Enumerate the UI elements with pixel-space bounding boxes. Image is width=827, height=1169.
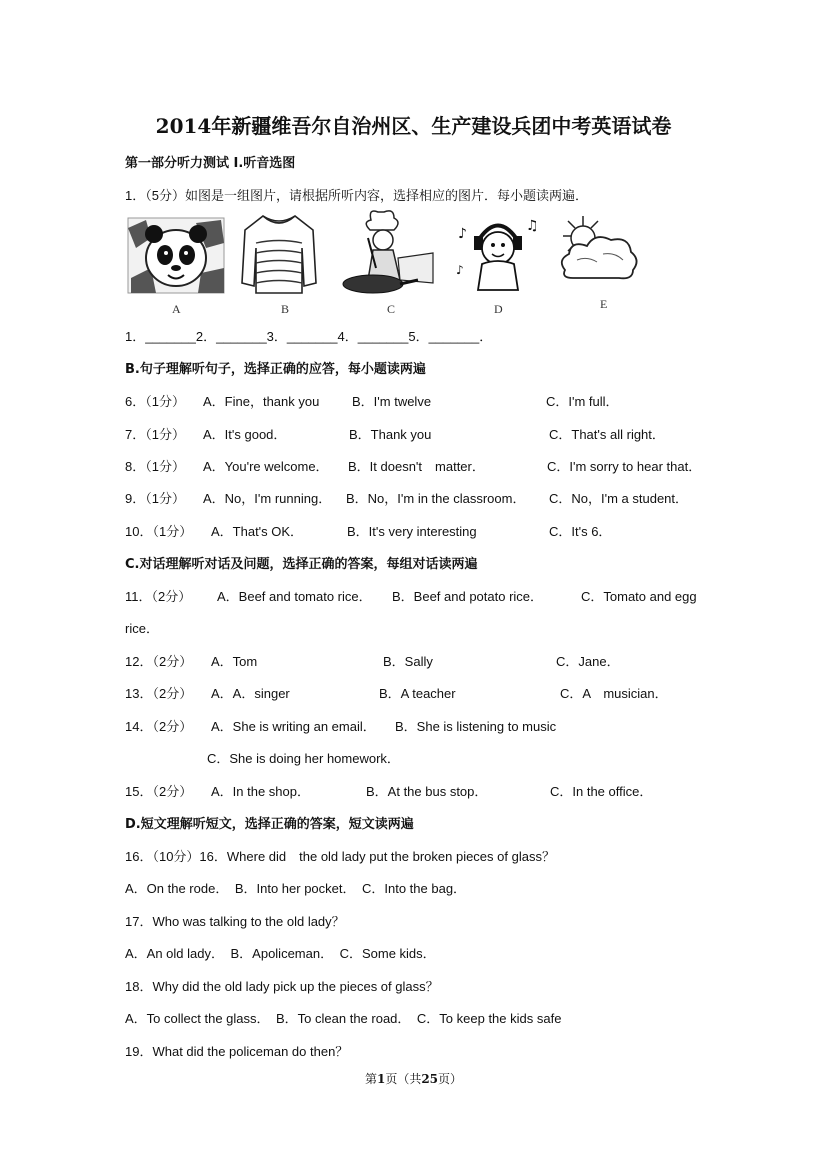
footer-middle: 页（共: [385, 1072, 422, 1086]
q7-option-c: C．That's all right．: [549, 427, 665, 442]
q15-number: 15．（2分）: [125, 784, 193, 799]
q12-option-a: A．Tom: [211, 654, 258, 669]
page-title: 2014年新疆维吾尔自治州区、生产建设兵团中考英语试卷: [155, 114, 672, 138]
footer-prefix: 第: [364, 1072, 377, 1086]
svg-text:♪: ♪: [458, 226, 467, 242]
q14-option-c: C．She is doing her homework．: [207, 751, 400, 766]
q13-option-b: B．A teacher: [379, 686, 456, 701]
q16-question: 16．（10分）16．Where did the old lady put the broken pieces of glass？: [125, 849, 555, 864]
q6-option-b: B．I'm twelve: [352, 394, 432, 409]
q9-option-c: C．No，I'm a student．: [549, 491, 689, 506]
q14-option-b: B．She is listening to music: [395, 719, 557, 734]
picture-label-a: A: [172, 302, 181, 316]
footer-total-pages: 25: [421, 1072, 439, 1086]
q7-number: 7．（1分）: [125, 427, 185, 442]
q16-options: A．On the rode． B．Into her pocket． C．Into the bag．: [125, 881, 467, 896]
svg-text:♫: ♫: [526, 218, 539, 234]
footer-page-number: 1: [376, 1072, 386, 1086]
picture-label-c: C: [387, 302, 396, 316]
q17-options: A．An old lady． B．Apoliceman． C．Some kids．: [125, 946, 436, 961]
picture-label-b: B: [281, 302, 290, 316]
q19-question: 19．What did the policeman do then？: [125, 1044, 349, 1059]
q13-option-c: C．A musician．: [560, 686, 668, 701]
q11-option-c-continued: rice．: [125, 621, 159, 636]
sectionC-heading: C.对话理解听对话及问题，选择正确的答案，每组对话读两遍: [125, 557, 478, 572]
q15-option-a: A．In the shop．: [211, 784, 310, 799]
q8-option-a: A．You're welcome．: [203, 459, 329, 474]
q18-question: 18．Why did the old lady pick up the pieces of glass？: [125, 979, 439, 994]
q7-option-a: A．It's good．: [203, 427, 287, 442]
q7-option-b: B．Thank you: [349, 427, 432, 442]
sun-cloud-icon: [553, 208, 641, 303]
q15-option-c: C．In the office．: [550, 784, 653, 799]
q11-number: 11．（2分）: [125, 589, 192, 604]
q8-option-b: B．It doesn't matter．: [348, 459, 485, 474]
svg-text:♪: ♪: [456, 263, 464, 277]
picture-label-e: E: [600, 297, 608, 311]
q17-question: 17．Who was talking to the old lady？: [125, 914, 345, 929]
q13-number: 13．（2分）: [125, 686, 193, 701]
q14-number: 14．（2分）: [125, 719, 193, 734]
q11-option-a: A．Beef and tomato rice．: [217, 589, 372, 604]
q12-option-b: B．Sally: [383, 654, 433, 669]
sectionD-heading: D.短文理解听短文，选择正确的答案，短文读两遍: [125, 817, 414, 832]
q9-option-b: B．No，I'm in the classroom．: [346, 491, 526, 506]
q8-option-c: C．I'm sorry to hear that．: [547, 459, 702, 474]
q11-option-c: C．Tomato and egg: [581, 589, 697, 604]
q12-number: 12．（2分）: [125, 654, 193, 669]
music-listener-icon: [452, 208, 544, 303]
q10-option-c: C．It's 6．: [549, 524, 612, 539]
q6-option-a: A．Fine，thank you: [203, 394, 320, 409]
section1-heading: 第一部分听力测试 I.听音选图: [125, 156, 296, 171]
q9-number: 9．（1分）: [125, 491, 185, 506]
q8-number: 8．（1分）: [125, 459, 185, 474]
sweater-icon: [238, 208, 320, 303]
page-footer: [0, 1070, 827, 1087]
q12-option-c: C．Jane．: [556, 654, 620, 669]
sectionB-heading: B.句子理解听句子，选择正确的应答，每小题读两遍: [125, 362, 426, 377]
q6-option-c: C．I'm full．: [546, 394, 619, 409]
q9-option-a: A．No，I'm running．: [203, 491, 332, 506]
q1-text: 1．（5分）如图是一组图片，请根据所听内容，选择相应的图片．每小题读两遍．: [125, 188, 588, 203]
picture-label-d: D: [494, 302, 503, 316]
q6-number: 6．（1分）: [125, 394, 185, 409]
q15-option-b: B．At the bus stop．: [366, 784, 488, 799]
chef-icon: [338, 208, 438, 303]
footer-suffix: 页）: [438, 1072, 463, 1086]
q1-answer-blanks: 1．_______2．_______3．_______4．_______5．_______．: [125, 329, 493, 344]
q18-options: A．To collect the glass． B．To clean the road． C．To keep the kids safe: [125, 1011, 562, 1026]
q13-option-a: A．A．singer: [211, 686, 290, 701]
panda-icon: [126, 208, 226, 303]
q10-number: 10．（1分）: [125, 524, 193, 539]
q10-option-a: A．That's OK．: [211, 524, 304, 539]
q10-option-b: B．It's very interesting: [347, 524, 477, 539]
q11-option-b: B．Beef and potato rice．: [392, 589, 544, 604]
q14-option-a: A．She is writing an e﻿mail．: [211, 719, 376, 734]
